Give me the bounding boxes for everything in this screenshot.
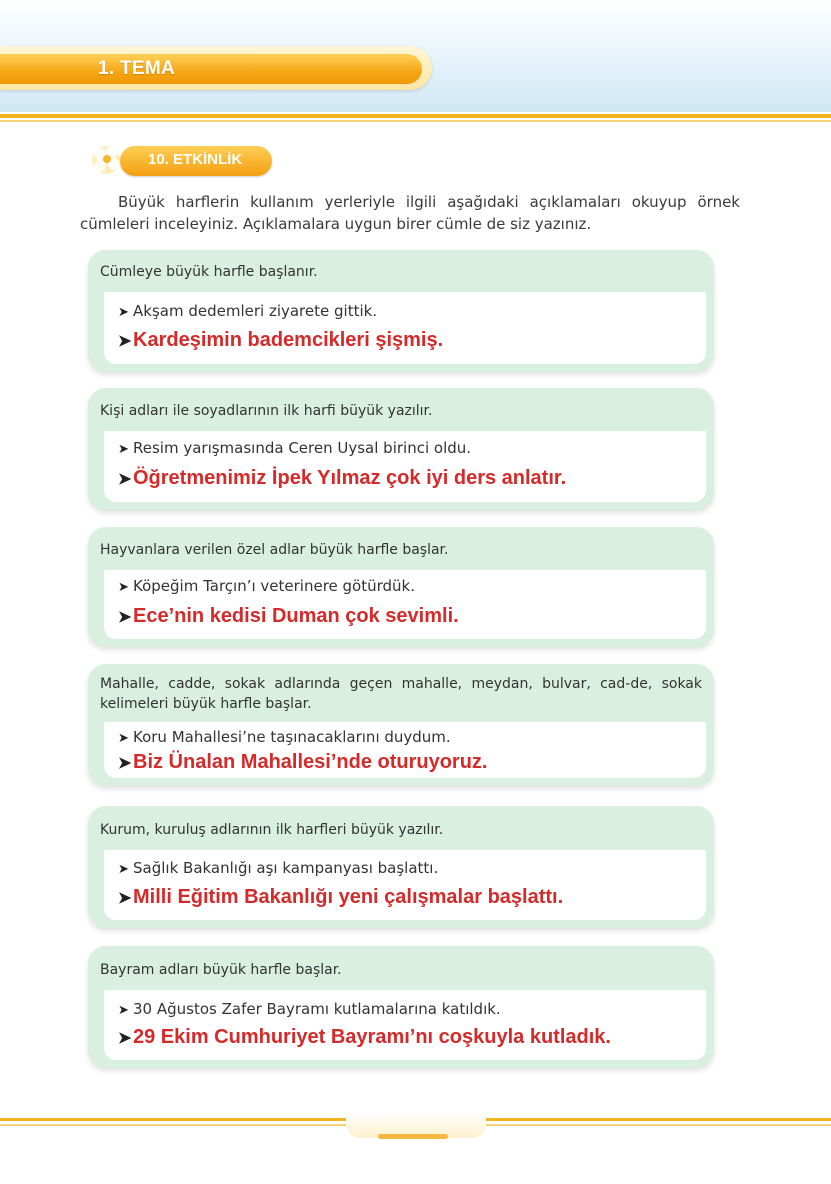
activity-intro [80,191,740,235]
arrow-icon: ➤ [118,731,129,746]
example-sentence: ➤ Sağlık Bakanlığı aşı kampanyası başlattı. [118,859,439,877]
rule-text: Kişi adları ile soyadlarının ilk harfi büyük yazılır. [100,403,433,419]
answer-sentence: ➤Öğretmenimiz İpek Yılmaz çok iyi ders anlatır. [118,467,567,489]
answer-sentence: ➤29 Ekim Cumhuriyet Bayramı’nı coşkuyla kutladık. [118,1026,611,1048]
arrow-icon: ➤ [118,333,132,350]
answer-sentence: ➤Milli Eğitim Bakanlığı yeni çalışmalar başlattı. [118,886,564,908]
answer-sentence: ➤Ece’nin kedisi Duman çok sevimli. [118,605,459,627]
answer-sentence: ➤Kardeşimin bademcikleri şişmiş. [118,329,444,351]
arrow-icon: ➤ [118,609,132,626]
example-sentence: ➤ Koru Mahallesi’ne taşınacaklarını duydum. [118,728,451,746]
rule-text: Bayram adları büyük harfle başlar. [100,962,342,978]
example-sentence: ➤ Resim yarışmasında Ceren Uysal birinci oldu. [118,439,472,457]
arrow-icon: ➤ [118,442,129,457]
arrow-icon: ➤ [118,862,129,877]
rule-text: Mahalle, cadde, sokak adlarında geçen mahalle, meydan, bulvar, cad-de, sokak kelimeleri büyük harfle başlar. [100,676,702,712]
header-divider [0,114,831,118]
arrow-icon: ➤ [118,1030,132,1047]
answer-sentence: ➤Biz Ünalan Mahallesi’nde oturuyoruz. [118,751,488,773]
activity-badge-label: 10. ETKİNLİK [148,151,243,168]
activity-intro-text: Büyük harflerin kullanım yerleriyle ilgili aşağıdaki açıklamaları okuyup örnek cümleleri inceleyiniz. Açıklamalara uygun birer cümle de siz yazınız. [80,193,740,233]
page-number-mark [378,1134,448,1139]
arrow-icon: ➤ [118,471,132,488]
rule-text: Hayvanlara verilen özel adlar büyük harfle başlar. [100,542,449,558]
arrow-icon: ➤ [118,755,132,772]
arrow-icon: ➤ [118,1003,129,1018]
tema-title: 1. TEMA [98,58,176,79]
header-divider-thin [0,120,831,122]
example-sentence: ➤ 30 Ağustos Zafer Bayramı kutlamalarına katıldık. [118,1000,501,1018]
arrow-icon: ➤ [118,890,132,907]
rule-text: Kurum, kuruluş adlarının ilk harfleri büyük yazılır. [100,822,444,838]
arrow-icon: ➤ [118,580,129,595]
rule-text: Cümleye büyük harfle başlanır. [100,264,318,280]
arrow-icon: ➤ [118,305,129,320]
tema-banner-bar [0,54,422,84]
example-sentence: ➤ Köpeğim Tarçın’ı veterinere götürdük. [118,577,416,595]
example-sentence: ➤ Akşam dedemleri ziyarete gittik. [118,302,378,320]
